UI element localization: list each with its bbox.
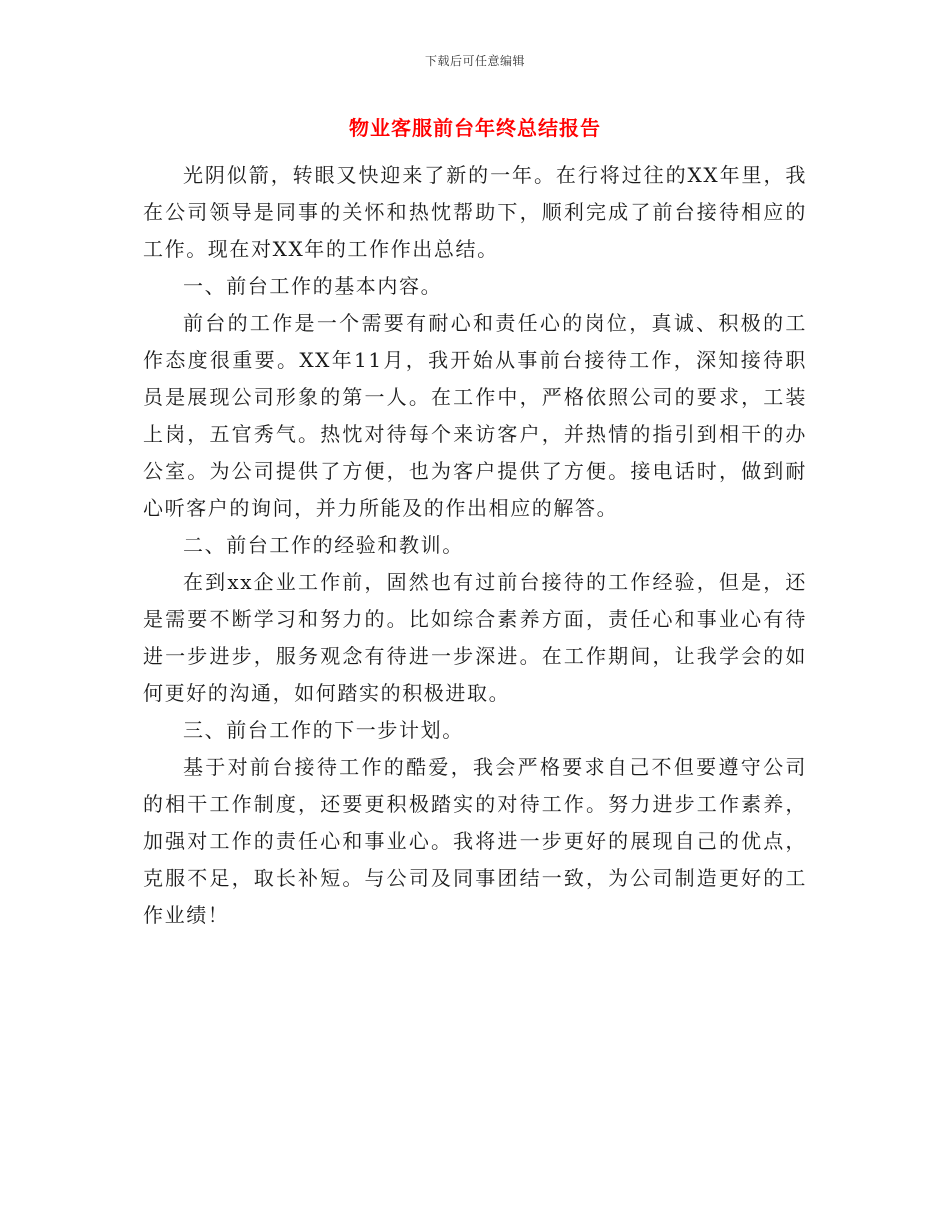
paragraph-section-2: 在到xx企业工作前，固然也有过前台接待的工作经验，但是，还是需要不断学习和努力的。比如综合素养方面，责任心和事业心有待进一步进步，服务观念有待进一步深进。在工作期间，让我学会的如何更好的沟通，如何踏实的积极进取。 bbox=[143, 570, 807, 705]
section-heading-1: 一、前台工作的基本内容。 bbox=[183, 274, 443, 298]
section-heading-2: 二、前台工作的经验和教训。 bbox=[183, 533, 464, 557]
paragraph-intro: 光阴似箭，转眼又快迎来了新的一年。在行将过往的XX年里，我在公司领导是同事的关怀和热忱帮助下，顺利完成了前台接待相应的工作。现在对XX年的工作作出总结。 bbox=[143, 163, 807, 261]
document-body bbox=[143, 157, 807, 934]
document-title: 物业客服前台年终总结报告 bbox=[349, 116, 601, 140]
page-header-note: 下载后可任意编辑 bbox=[424, 54, 525, 68]
paragraph-section-3: 基于对前台接待工作的酷爱，我会严格要求自己不但要遵守公司的相干工作制度，还要更积极踏实的对待工作。努力进步工作素养，加强对工作的责任心和事业心。我将进一步更好的展现自己的优点，克服不足，取长补短。与公司及同事团结一致，为公司制造更好的工作业绩！ bbox=[143, 755, 807, 927]
paragraph-section-1: 前台的工作是一个需要有耐心和责任心的岗位，真诚、积极的工作态度很重要。XX年11月，我开始从事前台接待工作，深知接待职员是展现公司形象的第一人。在工作中，严格依照公司的要求，工装上岗，五官秀气。热忱对待每个来访客户，并热情的指引到相干的办公室。为公司提供了方便，也为客户提供了方便。接电话时，做到耐心听客户的询问，并力所能及的作出相应的解答。 bbox=[143, 311, 807, 520]
section-heading-3: 三、前台工作的下一步计划。 bbox=[183, 718, 464, 742]
